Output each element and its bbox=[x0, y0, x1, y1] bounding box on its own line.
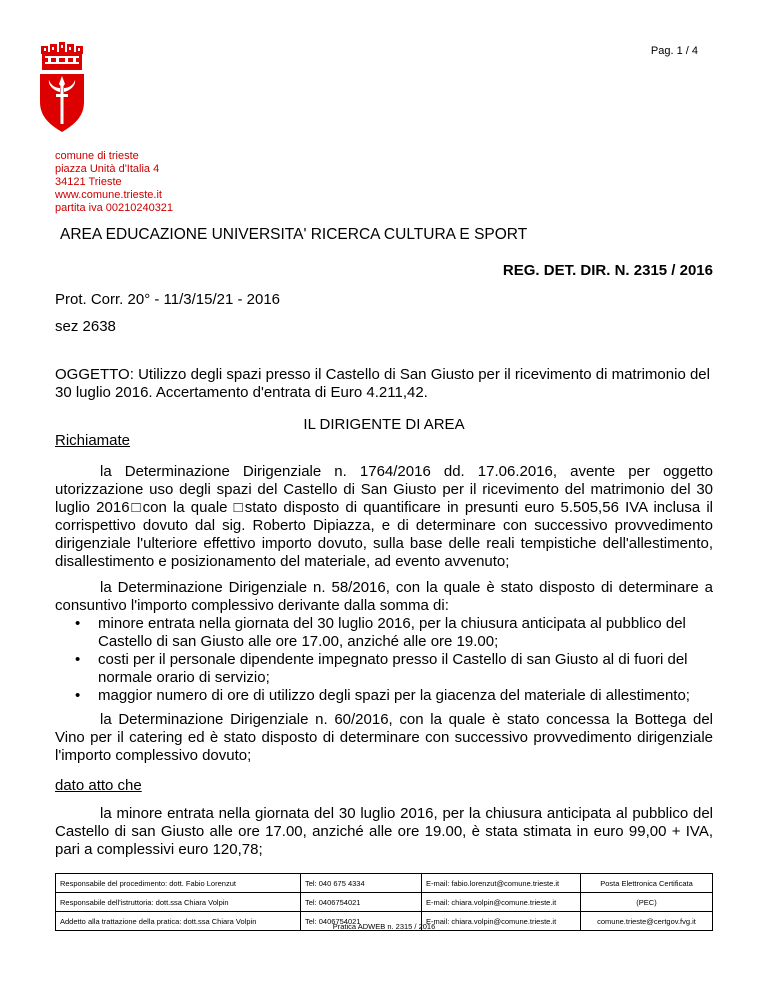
heading-dirigente: IL DIRIGENTE DI AREA bbox=[303, 416, 465, 433]
paragraph-text: la minore entrata nella giornata del 30 luglio 2016, per la chiusura anticipata al pubblico del Castello di san Giusto alle ore 17.00, anziché alle ore 19.00, è stata stimata in euro 99,00 + IVA, pari a complessivi euro 120,78; bbox=[55, 805, 713, 858]
subject-paragraph: OGGETTO: Utilizzo degli spazi presso il Castello di San Giusto per il ricevimento di matrimonio del 30 luglio 2016. Accertamento d'entrata di Euro 4.211,42. bbox=[55, 366, 710, 401]
list-item: • minore entrata nella giornata del 30 luglio 2016, per la chiusura anticipata al pubblico del Castello di san Giusto alle ore 17.00, anziché alle ore 19.00; bbox=[55, 615, 713, 651]
list-item: • costi per il personale dipendente impegnato presso il Castello di san Giusto al di fuori del normale orario di servizio; bbox=[55, 651, 713, 687]
table-cell: E-mail: chiara.volpin@comune.trieste.it bbox=[422, 912, 581, 931]
table-cell: Addetto alla trattazione della pratica: dott.ssa Chiara Volpin bbox=[56, 912, 301, 931]
page-number: Pag. 1 / 4 bbox=[650, 45, 698, 57]
address-line: partita iva 00210240321 bbox=[55, 202, 174, 214]
area-title: AREA EDUCAZIONE UNIVERSITA' RICERCA CULTURA E SPORT bbox=[60, 226, 528, 243]
address-line: www.comune.trieste.it bbox=[55, 189, 162, 201]
section-line: sez 2638 bbox=[55, 318, 116, 335]
table-row bbox=[56, 874, 713, 893]
paragraph-determinazione-60 bbox=[55, 711, 713, 765]
table-cell: comune.trieste@certgov.fvg.it bbox=[581, 912, 713, 931]
paragraph-text: la Determinazione Dirigenziale n. 58/2016, con la quale è stato disposto di determinare a consuntivo l'importo complessivo derivante dalla somma di: bbox=[55, 579, 713, 614]
table-cell: (PEC) bbox=[581, 893, 713, 912]
table-row bbox=[56, 893, 713, 912]
table-cell: Tel: 0406754021 bbox=[301, 893, 422, 912]
pratica-number: Pratica ADWEB n. 2315 / 2016 bbox=[332, 922, 436, 931]
table-cell: Responsabile del procedimento: dott. Fabio Lorenzut bbox=[56, 874, 301, 893]
table-cell: E-mail: chiara.volpin@comune.trieste.it bbox=[422, 893, 581, 912]
table-cell: E-mail: fabio.lorenzut@comune.trieste.it bbox=[422, 874, 581, 893]
paragraph-determinazione-58 bbox=[55, 579, 713, 705]
paragraph-minore-entrata bbox=[55, 805, 713, 859]
bullet-list bbox=[55, 615, 713, 705]
table-cell: Responsabile dell'istruttoria: dott.ssa Chiara Volpin bbox=[56, 893, 301, 912]
municipality-address bbox=[55, 150, 173, 215]
heading-richiamate: Richiamate bbox=[55, 432, 131, 449]
address-line: 34121 Trieste bbox=[55, 176, 122, 188]
registration-number: REG. DET. DIR. N. 2315 / 2016 bbox=[502, 262, 713, 279]
address-line: piazza Unità d'Italia 4 bbox=[55, 163, 160, 175]
table-cell: Tel: 0406754021 bbox=[301, 912, 422, 931]
trieste-coat-of-arms-logo bbox=[36, 42, 88, 132]
table-cell: Tel: 040 675 4334 bbox=[301, 874, 422, 893]
table-cell: Posta Elettronica Certificata bbox=[581, 874, 713, 893]
protocol-line: Prot. Corr. 20° - 11/3/15/21 - 2016 bbox=[55, 291, 281, 308]
list-item: • maggior numero di ore di utilizzo degli spazi per la giacenza del materiale di allestimento; bbox=[55, 687, 713, 705]
paragraph-text: la Determinazione Dirigenziale n. 1764/2016 dd. 17.06.2016, avente per oggetto utorizzazione uso degli spazi del Castello di San Giusto per il ricevimento del matrimonio del 30 luglio 2016□con la quale □stato disposto di quantificare in presunti euro 5.505,56 IVA inclusa il corrispettivo dovuto dal sig. Roberto Dipiazza, e di determinare con successivo provvedimento dirigenziale l'ulteriore effettivo importo dovuto, sulla base delle reali tempistiche dell'allestimento, disallestimento e posizionamento del materiale, ad evento avvenuto; bbox=[55, 463, 713, 570]
heading-dato-atto: dato atto che bbox=[55, 777, 142, 794]
address-line: comune di trieste bbox=[55, 150, 139, 162]
paragraph-text: la Determinazione Dirigenziale n. 60/2016, con la quale è stato concessa la Bottega del Vino per il catering ed è stato disposto di determinare con successivo provvedimento dirigenziale l'importo complessivo dovuto; bbox=[55, 711, 713, 764]
paragraph-determinazione-1764 bbox=[55, 463, 713, 571]
